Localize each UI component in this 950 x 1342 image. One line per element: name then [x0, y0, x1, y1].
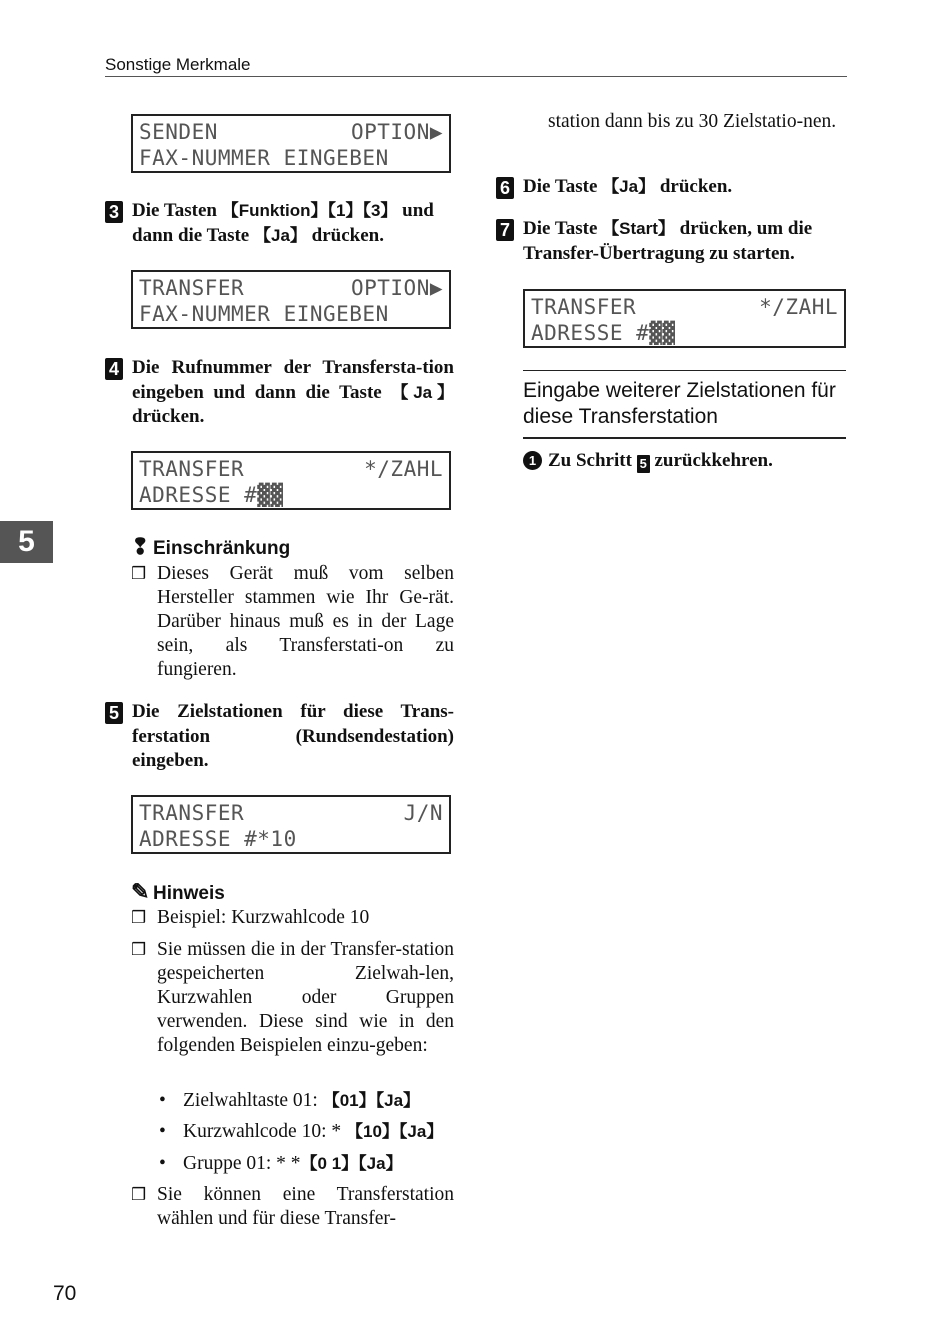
lcd-display-senden: [131, 114, 451, 173]
step-text: Die Rufnummer der Transfersta-tion eingeben und dann die Taste: [132, 357, 454, 403]
lcd-line: TRANSFER: [139, 276, 245, 300]
lcd-line: J/N: [403, 801, 443, 825]
lcd-line: TRANSFER: [139, 457, 245, 481]
bullet-text: Gruppe 01: * *: [183, 1153, 301, 1174]
circled-number: 1: [523, 451, 542, 470]
bullet-icon: •: [159, 1153, 166, 1174]
step-number: 5: [105, 702, 123, 724]
step-number: 3: [105, 201, 123, 223]
hint-item: [131, 938, 454, 1058]
note-text: Sie müssen die in der Transfer-station gespeicherten Zielwah-len, Kurzwahlen oder Gruppen verwenden. Diese sind wie in den folgenden Beispielen einzu-geben:: [157, 939, 454, 1056]
checkbox-bullet-icon: ❒: [131, 1185, 147, 1205]
lcd-line: ADRESSE #▓▓: [139, 483, 284, 507]
step-text: zurückkehren.: [649, 450, 773, 471]
running-header: Sonstige Merkmale: [105, 55, 251, 74]
lcd-display-transfer-address-2: [523, 289, 846, 348]
step-5: [108, 700, 454, 774]
hint-item: [131, 1183, 454, 1231]
key-label: 【Funktion】【1】【3】: [221, 201, 398, 220]
lcd-line: TRANSFER: [531, 295, 637, 319]
step-text: drücken.: [306, 224, 384, 246]
lcd-line: ADRESSE #*10: [139, 827, 297, 851]
header-rule: [105, 76, 847, 77]
step-number: 6: [496, 177, 514, 199]
checkbox-bullet-icon: ❒: [131, 908, 147, 928]
step-reference: 5: [637, 455, 650, 473]
key-label: 【Ja】: [391, 382, 454, 402]
hint-bullet: [159, 1120, 444, 1144]
lcd-line: OPTION▶: [350, 120, 443, 144]
key-label: 【10】【Ja】: [346, 1122, 444, 1141]
sub-step-1: [523, 449, 846, 473]
lcd-line: ADRESSE #▓▓: [531, 321, 676, 345]
step-text: Die Taste: [523, 218, 603, 239]
key-label: 【01】【Ja】: [322, 1091, 421, 1110]
step-text: Zu Schritt: [548, 450, 637, 471]
exclamation-icon: ❢: [131, 534, 150, 559]
step-text: drücken.: [655, 176, 733, 197]
pencil-icon: ✎: [131, 879, 150, 904]
lcd-display-transfer-option: [131, 270, 451, 329]
page-number: 70: [53, 1282, 77, 1305]
key-label: 【0 1】【Ja】: [300, 1154, 403, 1173]
step-text: Die Tasten: [132, 200, 222, 221]
step-number: 7: [496, 219, 514, 241]
key-label: 【Ja】: [602, 177, 656, 196]
bullet-text: Zielwahltaste 01:: [183, 1090, 323, 1111]
note-text: Dieses Gerät muß vom selben Hersteller stammen wie Ihr Ge-rät. Darüber hinaus muß es in der Lage sein, als Transferstati-on zu fungieren.: [157, 563, 454, 680]
key-label: 【Start】: [602, 219, 675, 238]
lcd-line: SENDEN: [139, 120, 218, 144]
note-text: Beispiel: Kurzwahlcode 10: [157, 907, 370, 928]
hint-item-continued: station dann bis zu 30 Zielstatio-nen.: [548, 111, 837, 132]
checkbox-bullet-icon: ❒: [131, 940, 147, 960]
lcd-display-transfer-address: [131, 451, 451, 510]
limitation-item: [131, 562, 454, 682]
checkbox-bullet-icon: ❒: [131, 564, 147, 584]
step-6: [499, 175, 846, 200]
lcd-line: OPTION▶: [350, 276, 443, 300]
note-text: Sie können eine Transferstation wählen und für diese Transfer-: [157, 1184, 454, 1229]
section-rule: [523, 370, 846, 371]
step-text: drücken, um die Transfer-Übertragung zu starten.: [523, 218, 813, 264]
step-text: Die Zielstationen für diese Trans-ferstation (Rundsendestation) eingeben.: [132, 701, 454, 771]
step-7: [499, 217, 846, 266]
chapter-tab: 5: [0, 521, 53, 563]
heading-text: Einschränkung: [153, 538, 291, 559]
hint-heading: [131, 879, 229, 905]
subsection-heading: Eingabe weiterer Zielstationen für diese Transferstation: [523, 379, 836, 428]
lcd-line: TRANSFER: [139, 801, 245, 825]
bullet-icon: •: [159, 1090, 166, 1111]
hint-bullet: [159, 1089, 421, 1113]
bullet-icon: •: [159, 1121, 166, 1142]
lcd-line: FAX-NUMMER EINGEBEN: [139, 302, 389, 326]
bullet-text: Kurzwahlcode 10: *: [183, 1121, 346, 1142]
step-text: drücken.: [132, 406, 205, 427]
lcd-display-transfer-jn: [131, 795, 451, 854]
step-number: 4: [105, 358, 123, 380]
lcd-line: FAX-NUMMER EINGEBEN: [139, 146, 389, 170]
hint-bullet: [159, 1152, 403, 1176]
section-rule: [523, 437, 846, 439]
step-text: und dann die Taste: [132, 200, 434, 246]
lcd-line: */ZAHL: [759, 295, 838, 319]
hint-item: [131, 906, 454, 930]
step-text: Die Taste: [523, 176, 603, 197]
limitation-heading: [131, 534, 294, 560]
heading-text: Hinweis: [153, 883, 225, 904]
key-label: 【Ja】: [253, 225, 307, 245]
step-3: [108, 199, 454, 248]
step-4: [108, 356, 454, 430]
lcd-line: */ZAHL: [364, 457, 443, 481]
